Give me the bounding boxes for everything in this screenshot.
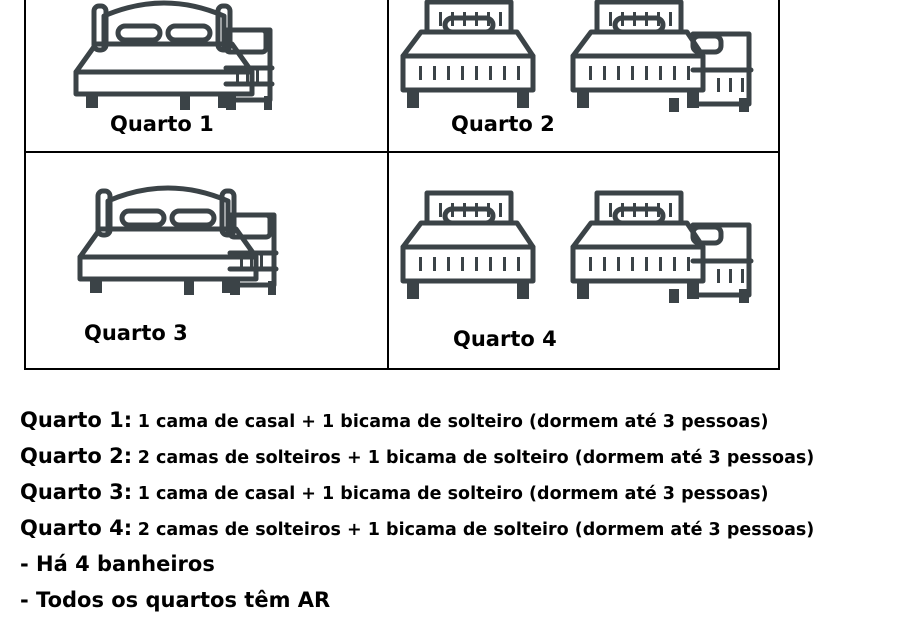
detail-head: Quarto 4: — [20, 516, 133, 540]
detail-head: Quarto 3: — [20, 480, 133, 504]
single-trundle-bed-icon — [573, 6, 753, 116]
detail-line — [20, 402, 910, 438]
rooms-grid — [24, 0, 780, 370]
detail-head: Quarto 1: — [20, 408, 133, 432]
detail-text: 1 cama de casal + 1 bicama de solteiro (dormem até 3 pessoas) — [137, 412, 769, 432]
room-label: Quarto 2 — [451, 112, 555, 136]
room-cell-3 — [26, 153, 387, 368]
double-bed-icon — [76, 8, 276, 118]
note-air-conditioning: - Todos os quartos têm AR — [20, 588, 331, 612]
detail-head: Quarto 2: — [20, 444, 133, 468]
detail-text: 2 camas de solteiros + 1 bicama de solteiro (dormem até 3 pessoas) — [137, 448, 815, 468]
single-bed-icon — [403, 6, 535, 116]
room-label: Quarto 1 — [110, 112, 214, 136]
room-details — [20, 402, 910, 618]
detail-line — [20, 510, 910, 546]
room-cell-2 — [389, 0, 780, 151]
single-bed-icon — [403, 197, 535, 307]
detail-line — [20, 474, 910, 510]
detail-text: 1 cama de casal + 1 bicama de solteiro (dormem até 3 pessoas) — [137, 484, 769, 504]
note-bathrooms: - Há 4 banheiros — [20, 552, 215, 576]
single-trundle-bed-icon — [573, 197, 753, 307]
room-label: Quarto 4 — [453, 327, 557, 351]
room-cell-4 — [389, 153, 780, 368]
detail-line — [20, 438, 910, 474]
room-label: Quarto 3 — [84, 321, 188, 345]
detail-text: 2 camas de solteiros + 1 bicama de solteiro (dormem até 3 pessoas) — [137, 520, 815, 540]
room-cell-1 — [26, 0, 387, 151]
double-bed-icon — [80, 193, 280, 308]
